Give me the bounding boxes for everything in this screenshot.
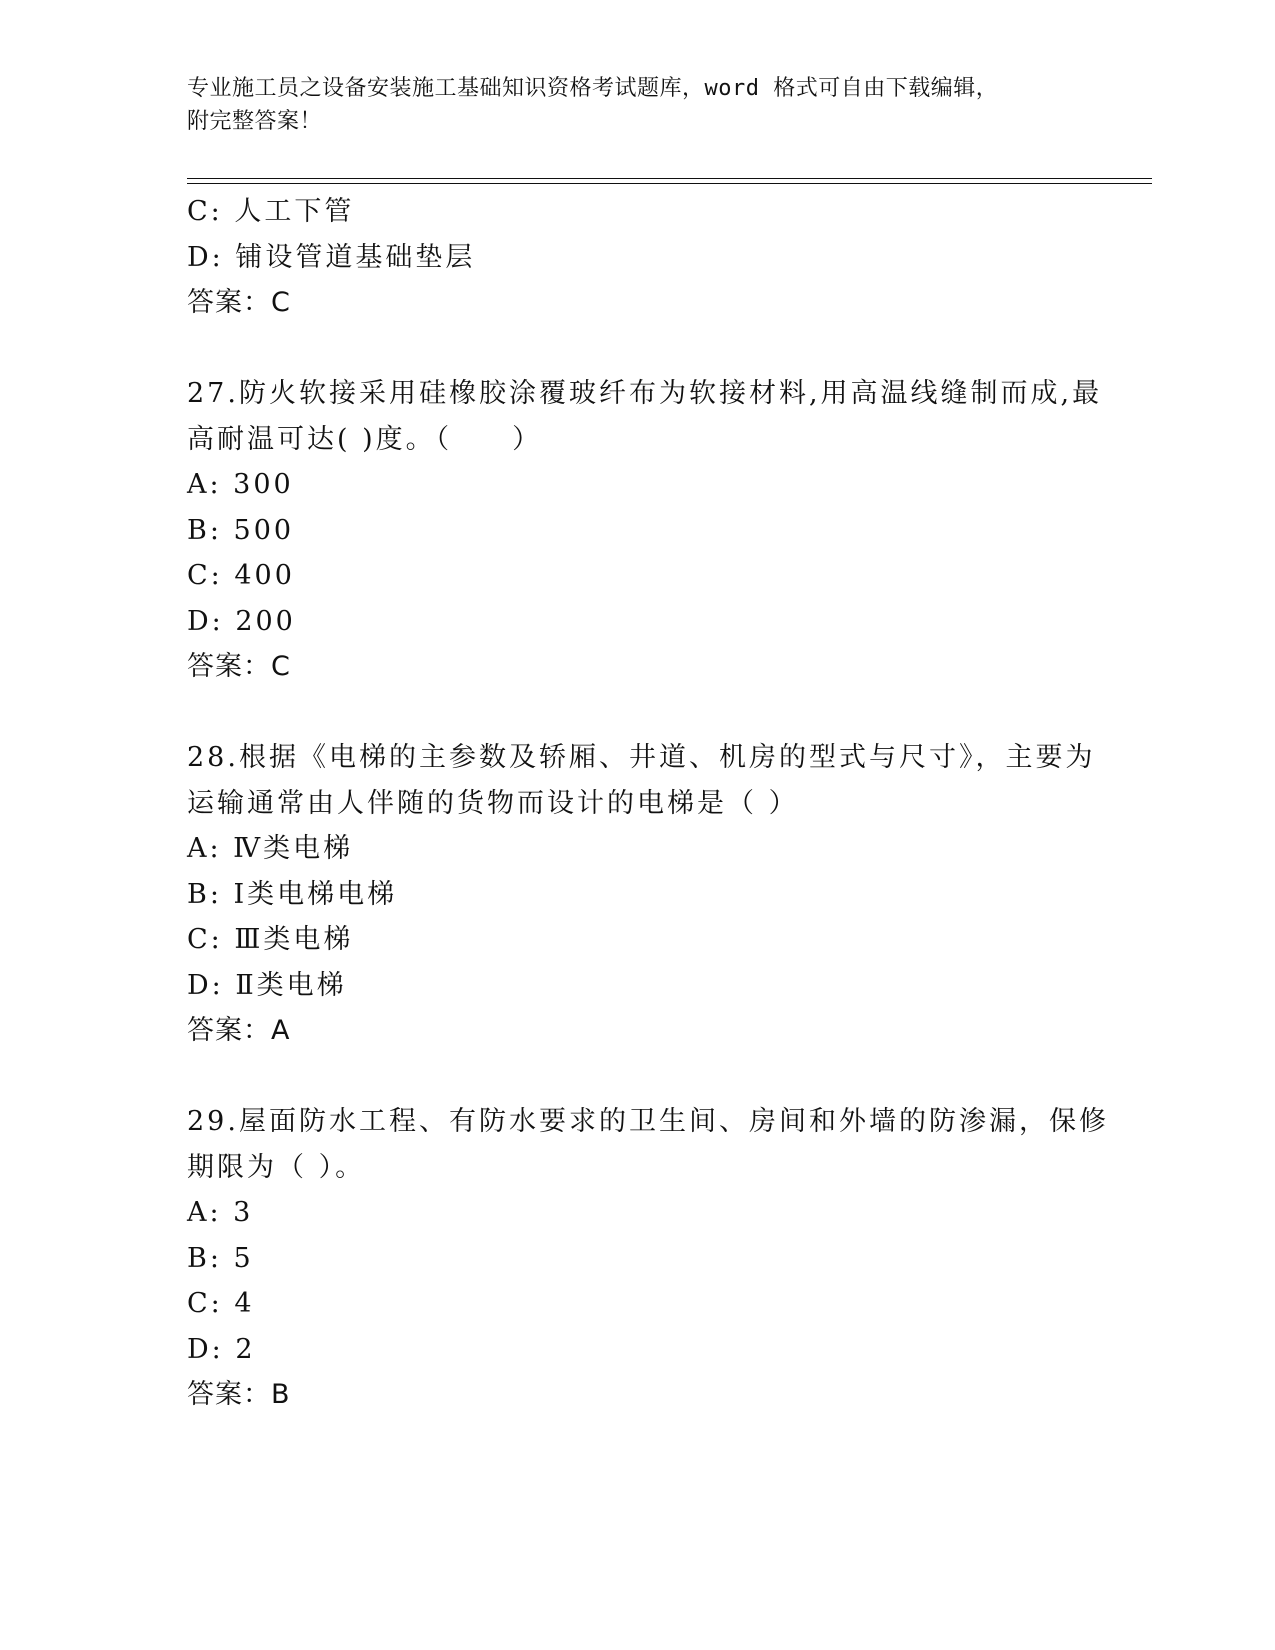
question-list bbox=[187, 189, 1109, 1418]
answer: 答案：A bbox=[187, 1015, 291, 1046]
option-c: C: 4 bbox=[187, 1288, 255, 1319]
page-header bbox=[187, 72, 1067, 138]
option-a: A: 300 bbox=[187, 469, 294, 500]
option-c: C: 人工下管 bbox=[187, 196, 355, 227]
question-28 bbox=[187, 735, 1096, 1054]
option-b: B: Ⅰ类电梯电梯 bbox=[187, 878, 398, 910]
answer: 答案：C bbox=[187, 287, 291, 318]
option-b: B: 500 bbox=[187, 514, 295, 546]
answer: 答案：C bbox=[187, 651, 291, 682]
answer: 答案：B bbox=[187, 1379, 291, 1410]
question-27 bbox=[187, 371, 1103, 690]
question-stem-line-1: 27.防火软接采用硅橡胶涂覆玻纤布为软接材料,用高温线缝制而成,最 bbox=[187, 378, 1103, 409]
option-b: B: 5 bbox=[187, 1242, 254, 1274]
spacer bbox=[187, 326, 1087, 372]
question-stem-line-2: 运输通常由人伴随的货物而设计的电梯是（ ） bbox=[187, 787, 799, 819]
question-stem-line-2: 高耐温可达( )度。（ ） bbox=[187, 423, 543, 455]
option-a: A: 3 bbox=[187, 1197, 254, 1228]
header-rule-top bbox=[187, 178, 1152, 179]
header-line-1: 专业施工员之设备安装施工基础知识资格考试题库，word 格式可自由下载编辑， bbox=[187, 76, 999, 101]
option-d: D: 200 bbox=[187, 605, 296, 637]
header-rule-bottom bbox=[187, 183, 1152, 184]
option-d: D: 铺设管道基础垫层 bbox=[187, 241, 476, 273]
question-29 bbox=[187, 1099, 1109, 1418]
option-c: C: Ⅲ类电梯 bbox=[187, 924, 354, 955]
option-c: C: 400 bbox=[187, 560, 295, 591]
spacer bbox=[187, 690, 1087, 736]
option-d: D: Ⅱ类电梯 bbox=[187, 969, 347, 1001]
question-stem-line-1: 29.屋面防水工程、有防水要求的卫生间、房间和外墙的防渗漏，保修 bbox=[187, 1106, 1109, 1137]
option-d: D: 2 bbox=[187, 1333, 256, 1365]
question-stem-line-2: 期限为（ ）。 bbox=[187, 1151, 366, 1183]
option-a: A: Ⅳ类电梯 bbox=[187, 833, 354, 864]
question-26 bbox=[187, 189, 1087, 326]
header-line-2: 附完整答案！ bbox=[187, 109, 323, 134]
question-stem-line-1: 28.根据《电梯的主参数及轿厢、井道、机房的型式与尺寸》，主要为 bbox=[187, 742, 1096, 773]
spacer bbox=[187, 1054, 1087, 1100]
